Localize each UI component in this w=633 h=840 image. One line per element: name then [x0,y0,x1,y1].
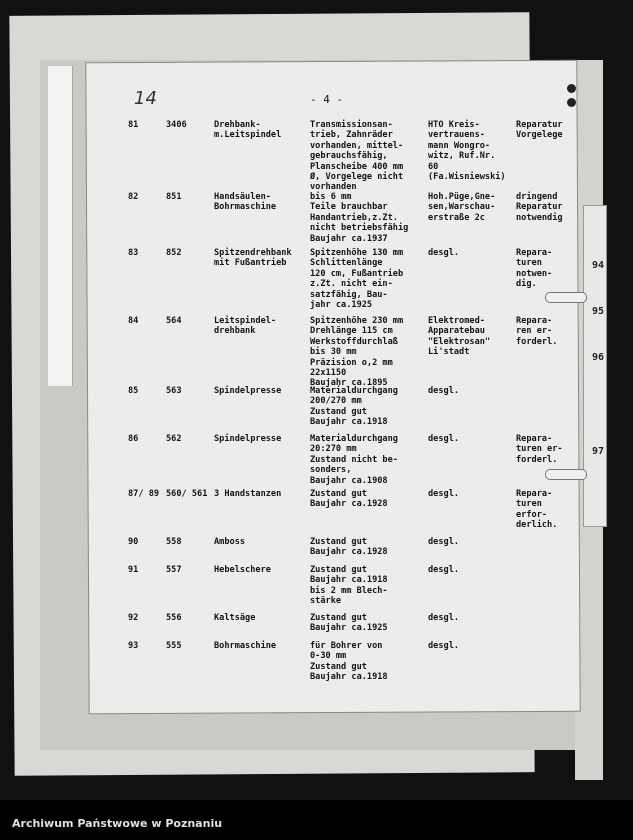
owner-location-line: Elektromed- [428,316,485,326]
row-number [128,613,156,623]
owner-location-line: HTO Kreis- [428,120,480,130]
inventory-number [166,434,206,444]
machine-description-line: Teile brauchbar [310,202,388,213]
machine-name-line: Bohrmaschine [214,202,277,213]
inventory-number [166,120,206,130]
machine-name [214,248,306,269]
machine-name-line: 3 Handstanzen [214,489,282,499]
repair-note-line: turen er- [516,444,563,455]
machine-description-line: für Bohrer von [310,641,383,651]
row-number [128,192,156,202]
inventory-number-text: 851 [166,192,182,202]
machine-description-line: Baujahr ca.1937 [310,233,388,244]
inventory-number [166,248,206,258]
owner-location-line: Li'stadt [428,347,470,358]
owner-location [428,641,518,651]
machine-name-line: Handsäulen- [214,192,271,202]
owner-location [428,537,518,547]
inventory-number [166,489,206,499]
repair-note-line: ren er- [516,326,553,337]
machine-description-line: Materialdurchgang [310,434,398,444]
side-number: 97 [592,446,605,457]
row-number-text: 90 [128,537,139,547]
repair-note-line: notwendig [516,212,563,223]
machine-description-line: Baujahr ca.1925 [310,623,388,634]
machine-description-line: 20:270 mm [310,444,357,455]
repair-note-line: Reparatur [516,120,563,130]
repair-note-line: derlich. [516,520,558,531]
machine-name [214,565,306,575]
owner-location-line: "Elektrosan" [428,336,491,347]
machine-description-line: trieb, Zahnräder [310,130,393,141]
machine-description-line: 120 cm, Fußantrieb [310,268,404,279]
owner-location-line: vertrauens- [428,130,485,141]
machine-description-line: Transmissionsan- [310,120,393,130]
owner-location-line: desgl. [428,386,460,396]
machine-description-line: vorhanden [310,182,357,193]
owner-location [428,192,518,223]
handwritten-page-number: 14 [134,88,157,109]
machine-description-line: 0-30 mm [310,651,347,662]
row-number-text: 92 [128,613,139,623]
machine-description-line: Schlittenlänge [310,258,383,269]
machine-description-line: bis 6 mm [310,192,352,202]
machine-name-line: drehbank [214,326,256,337]
machine-description-line: 22x1150 [310,368,347,379]
machine-description-line: Zustand gut [310,613,367,623]
row-number [128,489,160,499]
owner-location [428,434,518,444]
repair-note-line: erfor- [516,509,548,520]
punch-hole [567,84,576,93]
repair-note-line: Reparatur [516,202,563,213]
row-number-text: 85 [128,386,139,396]
machine-description [310,613,428,634]
machine-description-line: Zustand gut [310,565,367,575]
page-header: - 4 - [310,93,344,106]
machine-description-line: Handantrieb,z.Zt. [310,212,398,223]
repair-note-line: Repara- [516,316,553,326]
machine-name-line: Hebelschere [214,565,271,575]
repair-note [516,316,574,347]
machine-name-line: Spindelpresse [214,386,282,396]
repair-note [516,434,574,465]
machine-description-line: nicht betriebsfähig [310,223,409,234]
owner-location-line: desgl. [428,537,460,547]
owner-location [428,613,518,623]
owner-location [428,489,518,499]
paper-clip [545,292,587,303]
machine-description-line: sonders, [310,465,352,476]
archive-credit: Archiwum Państwowe w Poznaniu [12,817,223,830]
owner-location-line: erstraße 2c [428,212,485,223]
side-index-card [583,205,607,527]
repair-note [516,192,574,223]
repair-note-line: Repara- [516,434,553,444]
punch-hole [567,98,576,107]
machine-description [310,537,428,558]
inventory-number [166,641,206,651]
inventory-number [166,613,206,623]
machine-description-line: Zustand gut [310,489,367,499]
owner-location-line: sen,Warschau- [428,202,496,213]
machine-description [310,316,428,389]
machine-description-line: Zustand gut [310,537,367,547]
machine-description-line: bis 30 mm [310,347,357,358]
paper-clip [545,469,587,480]
machine-name-line: Amboss [214,537,246,547]
machine-name-line: Bohrmaschine [214,641,277,651]
machine-name-line: Leitspindel- [214,316,277,326]
repair-note-line: forderl. [516,336,558,347]
machine-name-line: m.Leitspindel [214,130,282,141]
inventory-number-text: 852 [166,248,182,258]
machine-name [214,192,306,213]
owner-location [428,316,518,358]
inventory-number-text: 557 [166,565,182,575]
machine-name [214,641,306,651]
machine-description [310,192,428,244]
row-number [128,386,156,396]
inventory-number-text: 556 [166,613,182,623]
row-number-text: 84 [128,316,139,326]
row-number-text: 81 [128,120,139,130]
inventory-number-text: 563 [166,386,182,396]
owner-location [428,120,518,182]
inventory-number [166,386,206,396]
repair-note [516,248,574,290]
machine-description-line: Materialdurchgang [310,386,398,396]
owner-location [428,565,518,575]
machine-description-line: 200/270 mm [310,396,362,407]
side-number: 94 [592,260,605,271]
inventory-number-text: 560/ 561 [166,489,208,499]
machine-description [310,434,428,486]
machine-description-line: vorhanden, mittel- [310,140,404,151]
inventory-number-text: 558 [166,537,182,547]
owner-location-line: desgl. [428,641,460,651]
machine-description-line: Präzision o,2 mm [310,357,393,368]
repair-note [516,120,574,141]
machine-description-line: Zustand gut [310,661,367,672]
row-number [128,537,156,547]
machine-description [310,565,428,607]
machine-description [310,248,428,310]
row-number-text: 83 [128,248,139,258]
machine-description-line: Baujahr ca.1928 [310,499,388,510]
machine-description-line: Spitzenhöhe 230 mm [310,316,404,326]
machine-description-line: Zustand nicht be- [310,454,398,465]
machine-description-line: Drehlänge 115 cm [310,326,393,337]
machine-description-line: gebrauchsfähig, [310,151,388,162]
machine-name [214,537,306,547]
owner-location-line: (Fa.Wisniewski) [428,172,506,183]
machine-description-line: Baujahr ca.1895 [310,378,388,389]
owner-location-line: desgl. [428,248,460,258]
machine-description-line: satzfähig, Bau- [310,289,388,300]
machine-description-line: Baujahr ca.1918 [310,575,388,586]
machine-description [310,641,428,683]
machine-name-line: Kaltsäge [214,613,256,623]
machine-description-line: jahr ca.1925 [310,300,373,311]
machine-name-line: Spindelpresse [214,434,282,444]
owner-location-line: desgl. [428,565,460,575]
machine-name [214,489,306,499]
side-number: 95 [592,306,605,317]
owner-location-line: desgl. [428,434,460,444]
repair-note-line: dig. [516,279,537,290]
machine-description-line: Baujahr ca.1918 [310,417,388,428]
owner-location [428,386,518,396]
repair-note-line: forderl. [516,454,558,465]
machine-name [214,316,306,337]
machine-description-line: Ø, Vorgelege nicht [310,172,404,183]
machine-name-line: Drehbank- [214,120,261,130]
inventory-number-text: 3406 [166,120,187,130]
row-number [128,120,156,130]
owner-location-line: witz, Ruf.Nr. [428,151,496,162]
repair-note-line: notwen- [516,268,553,279]
machine-description [310,489,428,510]
inventory-number-text: 555 [166,641,182,651]
repair-note-line: turen [516,258,542,269]
row-number-text: 86 [128,434,139,444]
machine-description-line: Planscheibe 400 mm [310,161,404,172]
row-number [128,565,156,575]
machine-description [310,120,428,193]
inventory-number-text: 562 [166,434,182,444]
row-number-text: 82 [128,192,139,202]
owner-location-line: mann Wongro- [428,140,491,151]
inventory-number [166,537,206,547]
row-number-text: 91 [128,565,139,575]
machine-description-line: z.Zt. nicht ein- [310,279,393,290]
owner-location-line: Hoh.Püge,Gne- [428,192,496,202]
owner-location-line: Apparatebau [428,326,485,337]
repair-note [516,489,574,531]
row-number [128,316,156,326]
machine-description-line: Baujahr ca.1918 [310,672,388,683]
inventory-number [166,565,206,575]
left-sheet-edge [48,66,73,386]
machine-description-line: Baujahr ca.1928 [310,547,388,558]
machine-name [214,434,306,444]
repair-note-line: Repara- [516,248,553,258]
owner-location [428,248,518,258]
machine-description-line: stärke [310,596,342,607]
repair-note-line: dringend [516,192,558,202]
machine-name-line: Spitzendrehbank [214,248,292,258]
repair-note-line: turen [516,499,542,510]
row-number [128,641,156,651]
inventory-number-text: 564 [166,316,182,326]
owner-location-line: 60 [428,161,439,172]
machine-description-line: Spitzenhöhe 130 mm [310,248,404,258]
machine-name [214,120,306,141]
machine-description-line: Werkstoffdurchlaß [310,336,398,347]
side-number: 96 [592,352,605,363]
repair-note-line: Vorgelege [516,130,563,141]
machine-name-line: mit Fußantrieb [214,258,287,269]
repair-note-line: Repara- [516,489,553,499]
machine-description-line: Baujahr ca.1908 [310,475,388,486]
machine-name [214,386,306,396]
row-number-text: 87/ 89 [128,489,160,499]
machine-description [310,386,428,428]
machine-name [214,613,306,623]
inventory-number [166,316,206,326]
row-number-text: 93 [128,641,139,651]
machine-description-line: Zustand gut [310,406,367,417]
owner-location-line: desgl. [428,613,460,623]
row-number [128,248,156,258]
row-number [128,434,156,444]
machine-description-line: bis 2 mm Blech- [310,585,388,596]
inventory-number [166,192,206,202]
owner-location-line: desgl. [428,489,460,499]
